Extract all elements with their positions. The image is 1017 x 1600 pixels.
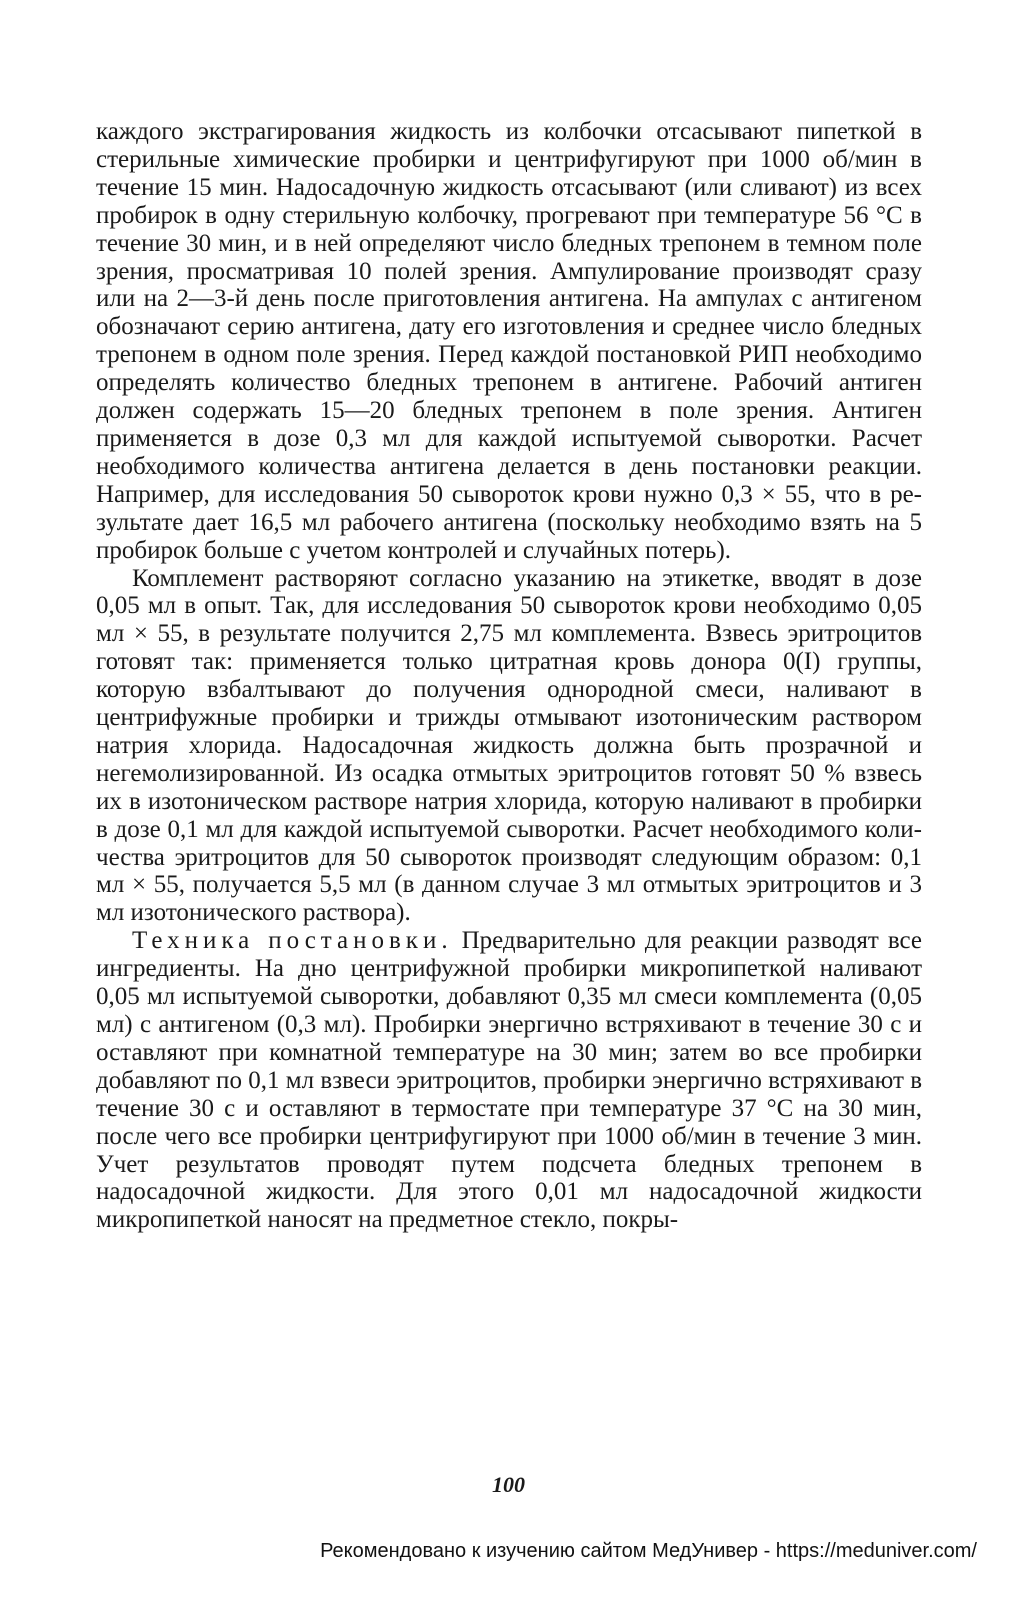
section-heading-technique: Техника постановки. [132,927,453,955]
paragraph-antigen-preparation: каждого экстрагирования жидкость из колбочки отсасывают пипеткой в стерильные химические пробирки и центрифугируют при 1000 об/мин в течение 15 мин. Надосадочную жидкость отсасывают (или сливают) из всех пробирок в одну стерильную колбочку, прогревают при температуре 56 °С в течение 30 мин, и в ней определяют число бледных трепонем в темном поле зрения, просматривая 10 полей зрения. Ампулирование производят сразу или на 2—3-й день после приготовления антигена. На ампулах с антигеном обозначают серию антигена, дату его изготовления и среднее число бледных трепонем в одном поле зрения. Перед каждой постановкой РИП необходимо определять количество бледных трепонем в антигене. Рабочий антиген должен содержать 15—20 бледных трепонем в поле зрения. Антиген применяется в дозе 0,3 мл для каждой испытуемой сыворотки. Расчет необходимого количества антигена делается в день постановки реакции. Например, для исследования 50 сывороток крови нужно 0,3 × 55, что в результате дает 16,5 мл рабочего антигена (поскольку необходимо взять на 5 пробирок больше с учетом контролей и случайных потерь). [96,118,922,564]
paragraph-technique [96,927,922,1234]
page-number: 100 [492,1472,525,1497]
paragraph-technique-text: Предварительно для реакции разводят все ингредиенты. На дно центрифужной пробирки микропипеткой наливают 0,05 мл испытуемой сыворотки, добавляют 0,35 мл смеси комплемента (0,05 мл) с антигеном (0,3 мл). Пробирки энергично встряхивают в течение 30 с и оставляют при комнатной температуре на 30 мин; затем во все пробирки добавляют по 0,1 мл взвеси эритроцитов, пробирки энергично встряхивают в течение 30 с и оставляют в термостате при температуре 37 °С на 30 мин, после чего все пробирки центрифугируют при 1000 об/мин в течение 3 мин. Учет результатов проводят путем подсчета бледных трепонем в надосадочной жидкости. Для этого 0,01 мл надосадочной жидкости микропипеткой наносят на предметное стекло, покры- [96,927,922,1234]
paragraph-complement-and-erythrocytes: Комплемент растворяют согласно указанию на этикетке, вводят в дозе 0,05 мл в опыт. Так, для исследования 50 сывороток крови необходимо 0,05 мл × 55, в результате получится 2,75 мл комплемента. Взвесь эритроцитов готовят так: применяется только цитратная кровь донора 0(I) группы, которую взбалтывают до получения однородной смеси, наливают в центрифужные пробирки и трижды отмывают изотоническим раствором натрия хлорида. Надосадочная жидкость должна быть прозрачной и негемолизированной. Из осадка отмытых эритроцитов готовят 50 % взвесь их в изотоническом растворе натрия хлорида, которую наливают в пробирки в дозе 0,1 мл для каждой испытуемой сыворотки. Расчет необходимого количества эритроцитов для 50 сывороток производят следующим образом: 0,1 мл × 55, получается 5,5 мл (в данном случае 3 мл отмытых эритроцитов и 3 мл изотонического раствора). [96,564,922,927]
footer-attribution: Рекомендовано к изучению сайтом МедУнивер - https://meduniver.com/ [320,1540,977,1562]
page-body [96,118,922,1234]
